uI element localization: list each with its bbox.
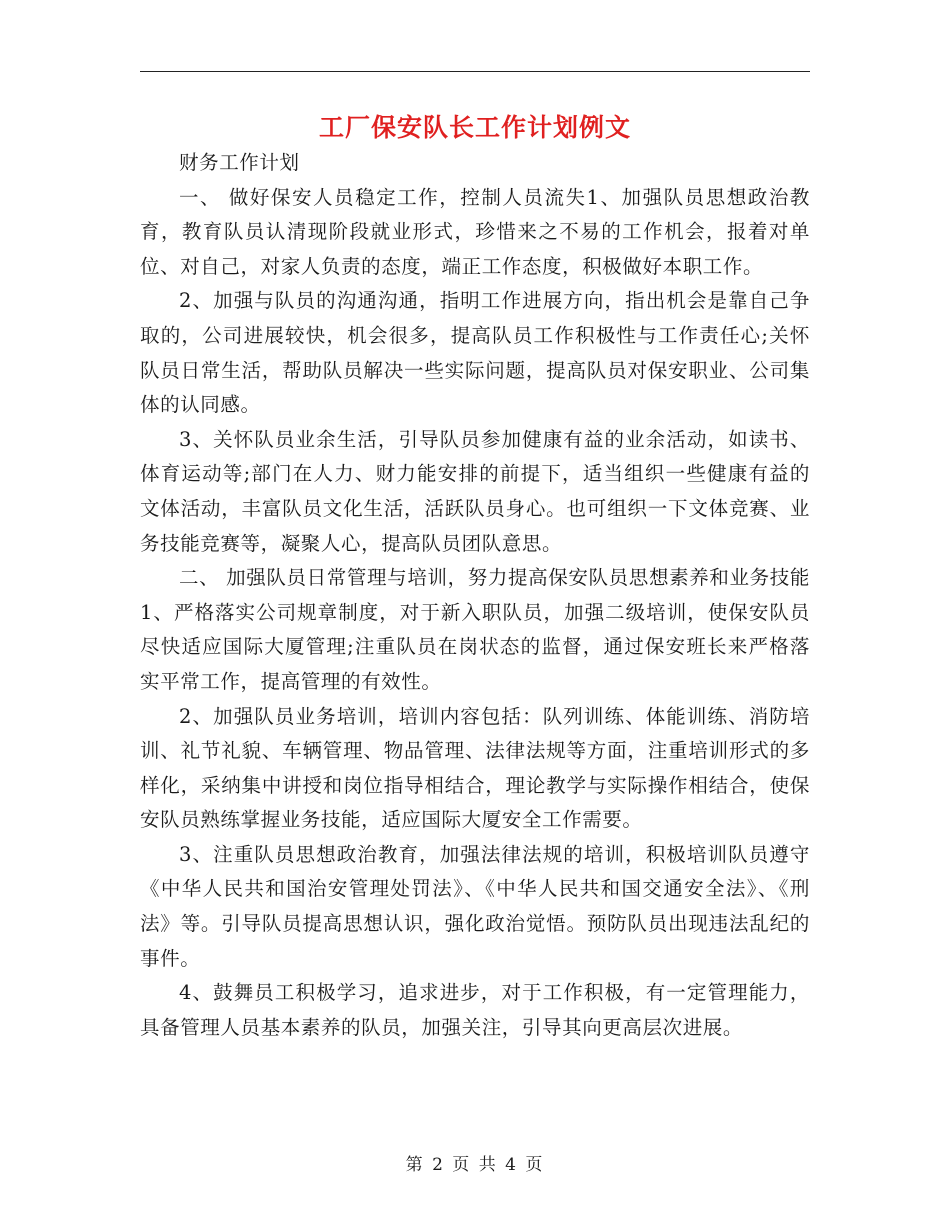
document-body xyxy=(140,146,810,1045)
paragraph-part-two: 二、 加强队员日常管理与培训，努力提高保安队员思想素养和业务技能1、严格落实公司规章制度，对于新入职队员，加强二级培训，使保安队员尽快适应国际大厦管理;注重队员在岗状态的监督，通过保安班长来严格落实平常工作，提高管理的有效性。 xyxy=(140,566,810,693)
page-number: 第 2 页 共 4 页 xyxy=(405,1155,545,1175)
paragraph-political-education: 3、注重队员思想政治教育，加强法律法规的培训，积极培训队员遵守《中华人民共和国治安管理处罚法》、《中华人民共和国交通安全法》、《刑法》等。引导队员提高思想认识，强化政治觉悟。预防队员出现违法乱纪的事件。 xyxy=(140,842,810,970)
header-rule xyxy=(140,71,810,72)
paragraph-section-heading: 财务工作计划 xyxy=(179,151,300,174)
document-title: 工厂保安队长工作计划例文 xyxy=(318,113,631,142)
paragraph-item-2: 2、加强与队员的沟通沟通，指明工作进展方向，指出机会是靠自己争取的，公司进展较快，机会很多，提高队员工作积极性与工作责任心;关怀队员日常生活，帮助队员解决一些实际问题，提高队员对保安职业、公司集体的认同感。 xyxy=(140,289,810,417)
paragraph-training: 2、加强队员业务培训，培训内容包括：队列训练、体能训练、消防培训、礼节礼貌、车辆管理、物品管理、法律法规等方面，注重培训形式的多样化，采纳集中讲授和岗位指导相结合，理论教学与实际操作相结合，使保安队员熟练掌握业务技能，适应国际大厦安全工作需要。 xyxy=(140,704,810,832)
paragraph-encouragement: 4、鼓舞员工积极学习，追求进步，对于工作积极，有一定管理能力，具备管理人员基本素养的队员，加强关注，引导其向更高层次进展。 xyxy=(140,981,810,1039)
paragraph-item-3: 3、关怀队员业余生活，引导队员参加健康有益的业余活动，如读书、体育运动等;部门在人力、财力能安排的前提下，适当组织一些健康有益的文体活动，丰富队员文化生活，活跃队员身心。也可组织一下文体竞赛、业务技能竞赛等，凝聚人心，提高队员团队意思。 xyxy=(140,427,810,555)
paragraph-part-one: 一、 做好保安人员稳定工作，控制人员流失1、加强队员思想政治教育，教育队员认清现阶段就业形式，珍惜来之不易的工作机会，报着对单位、对自己，对家人负责的态度，端正工作态度，积极做好本职工作。 xyxy=(140,185,810,278)
